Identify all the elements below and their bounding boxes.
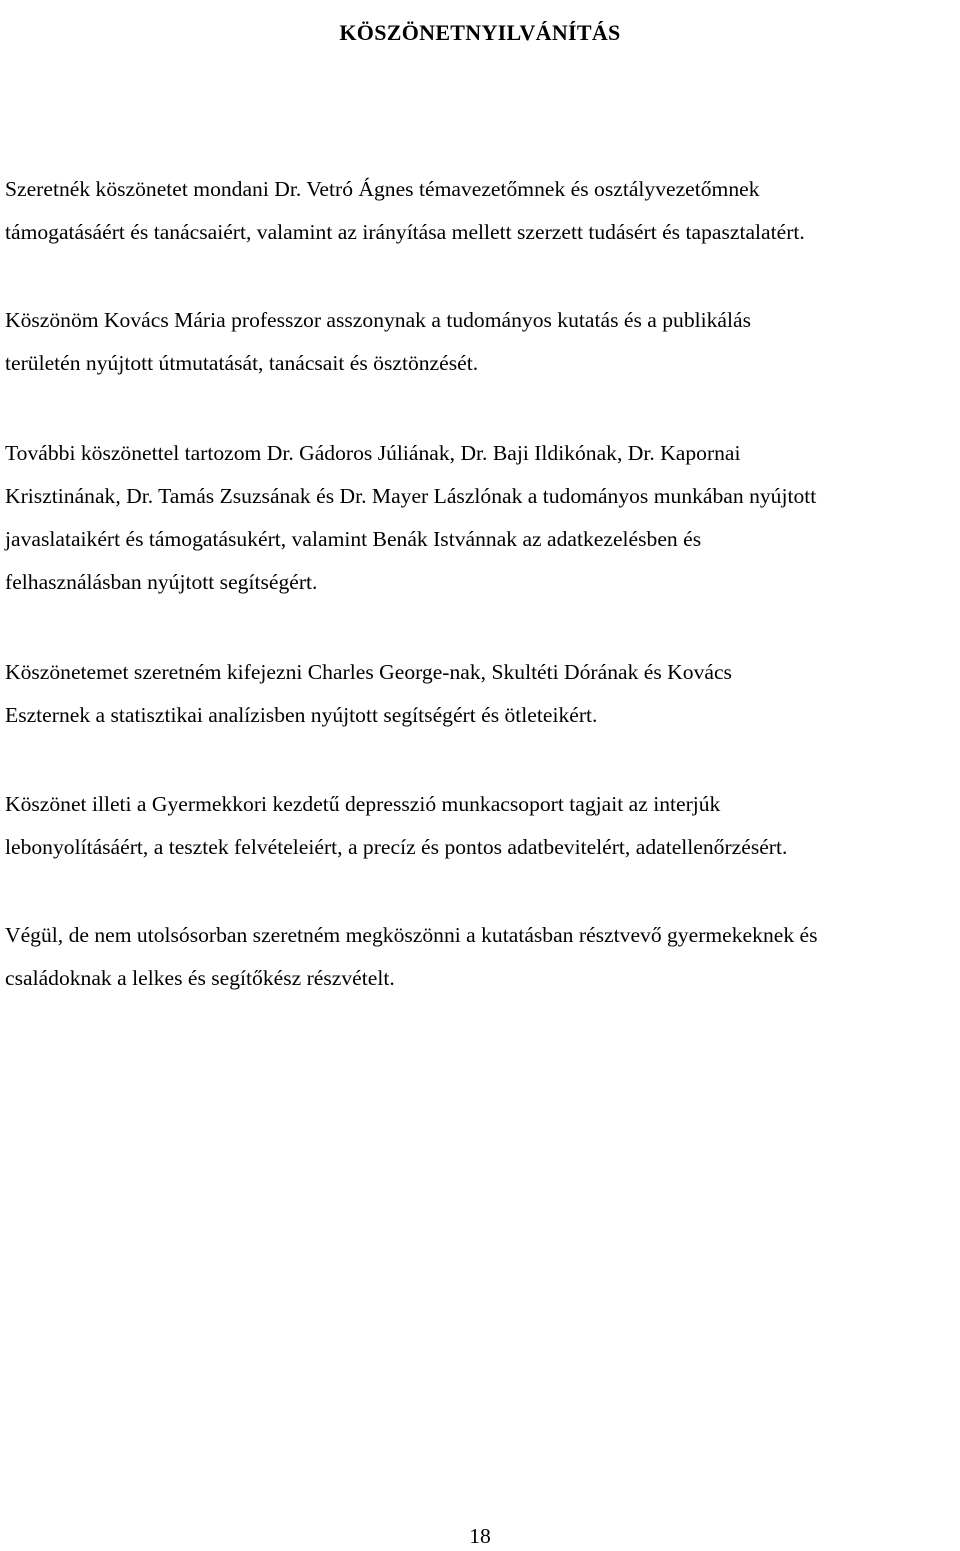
text-line: Szeretnék köszönetet mondani Dr. Vetró Ágnes témavezetőmnek és osztályvezetőmnek [5,177,760,201]
text-line: lebonyolításáért, a tesztek felvételeiért, a precíz és pontos adatbevitelért, adatellenőrzésért. [5,835,788,859]
text-line: Köszönetemet szeretném kifejezni Charles George-nak, Skultéti Dórának és Kovács [5,660,732,684]
paragraph-professor-thanks [5,299,957,385]
paragraph-workgroup-thanks [5,783,957,869]
text-line: területén nyújtott útmutatását, tanácsait és ösztönzését. [5,351,479,375]
text-line: Végül, de nem utolsósorban szeretném megköszönni a kutatásban résztvevő gyermekeknek és [5,923,818,947]
text-line: További köszönettel tartozom Dr. Gádoros Júliának, Dr. Baji Ildikónak, Dr. Kapornai [5,441,741,465]
paragraph-colleagues-thanks [5,432,957,604]
text-line: Köszönöm Kovács Mária professzor asszonynak a tudományos kutatás és a publikálás [5,308,751,332]
page-title: KÖSZÖNETNYILVÁNÍTÁS [339,19,621,45]
text-line: javaslataikért és támogatásukért, valamint Benák Istvánnak az adatkezelésben és [5,527,702,551]
text-line: támogatásáért és tanácsaiért, valamint az irányítása mellett szerzett tudásért és tapasztalatért. [5,220,805,244]
paragraph-supervisor-thanks [5,168,957,254]
page-number: 18 [469,1524,491,1548]
text-line: Eszternek a statisztikai analízisben nyújtott segítségért és ötleteikért. [5,703,598,727]
paragraph-participants-thanks [5,914,957,1000]
paragraph-statistics-thanks [5,651,957,737]
text-line: Köszönet illeti a Gyermekkori kezdetű depresszió munkacsoport tagjait az interjúk [5,792,721,816]
text-line: családoknak a lelkes és segítőkész részvételt. [5,966,395,990]
text-line: felhasználásban nyújtott segítségért. [5,570,318,594]
text-line: Krisztinának, Dr. Tamás Zsuzsának és Dr. Mayer Lászlónak a tudományos munkában nyújtott [5,484,817,508]
